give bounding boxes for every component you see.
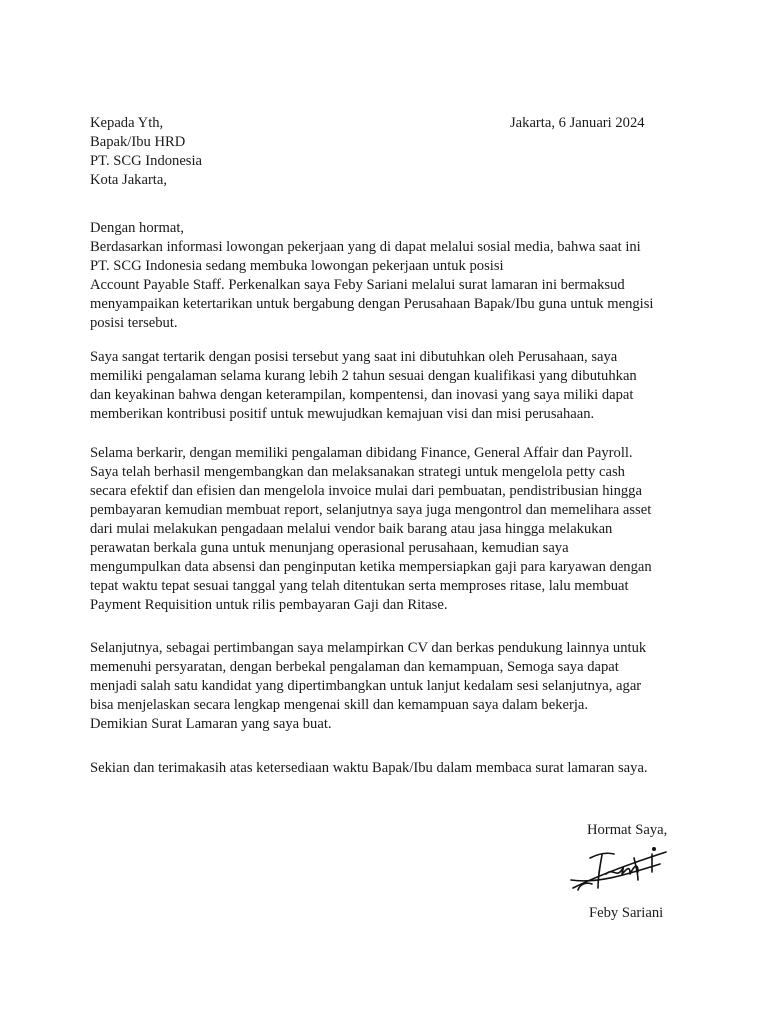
body-line: pembayaran kemudian membuat report, selanjutnya saya juga mengontrol dan memelihara asset — [90, 502, 652, 518]
body-line: menyampaikan ketertarikan untuk bergabung dengan Perusahaan Bapak/Ibu guna untuk mengisi — [90, 296, 654, 312]
body-line: perawatan berkala guna untuk menunjang operasional perusahaan, kemudian saya — [90, 540, 569, 556]
body-line: Demikian Surat Lamaran yang saya buat. — [90, 716, 332, 732]
body-line: Berdasarkan informasi lowongan pekerjaan yang di dapat melalui sosial media, bahwa saat ini — [90, 239, 641, 255]
body-line: memenuhi persyaratan, dengan berbekal pengalaman dan kemampuan, Semoga saya dapat — [90, 659, 619, 675]
body-line: Dengan hormat, — [90, 220, 185, 236]
body-line: Payment Requisition untuk rilis pembayaran Gaji dan Ritase. — [90, 597, 448, 613]
body-line: Account Payable Staff. Perkenalkan saya Feby Sariani melalui surat lamaran ini bermaksud — [90, 277, 625, 293]
body-line: dari mulai melakukan pengadaan melalui vendor baik barang atau jasa hingga melakukan — [90, 521, 613, 537]
body-line: Saya sangat tertarik dengan posisi tersebut yang saat ini dibutuhkan oleh Perusahaan, saya — [90, 349, 618, 365]
body-line: menjadi salah satu kandidat yang dipertimbangkan untuk lanjut kedalam sesi selanjutnya, agar — [90, 678, 642, 694]
body-line: bisa menjelaskan secara lengkap mengenai skill dan kemampuan saya dalam bekerja. — [90, 697, 589, 713]
body-line: Selama berkarir, dengan memiliki pengalaman dibidang Finance, General Affair dan Payroll. — [90, 445, 633, 461]
body-line: Selanjutnya, sebagai pertimbangan saya melampirkan CV dan berkas pendukung lainnya untuk — [90, 640, 647, 656]
letter-date: Jakarta, 6 Januari 2024 — [510, 115, 645, 131]
body-line: PT. SCG Indonesia sedang membuka lowongan pekerjaan untuk posisi — [90, 258, 504, 274]
recipient-line: Kota Jakarta, — [90, 172, 167, 188]
body-line: dan keyakinan bahwa dengan keterampilan, kompentensi, dan inovasi yang saya miliki dapat — [90, 387, 634, 403]
body-line: tepat waktu tepat sesuai tanggal yang telah ditentukan serta memproses ritase, lalu membuat — [90, 578, 629, 594]
body-line: Sekian dan terimakasih atas ketersediaan waktu Bapak/Ibu dalam membaca surat lamaran saya. — [90, 760, 648, 776]
body-line: memberikan kontribusi positif untuk mewujudkan kemajuan visi dan misi perusahaan. — [90, 406, 595, 422]
recipient-line: Kepada Yth, — [90, 115, 164, 131]
body-line: Saya telah berhasil mengembangkan dan melaksanakan strategi untuk mengelola petty cash — [90, 464, 625, 480]
signature-image — [568, 844, 678, 898]
body-line: posisi tersebut. — [90, 315, 178, 331]
recipient-line: PT. SCG Indonesia — [90, 153, 203, 169]
body-line: memiliki pengalaman selama kurang lebih 2 tahun sesuai dengan kualifikasi yang dibutuhkan — [90, 368, 637, 384]
signer-name: Feby Sariani — [589, 905, 664, 921]
closing-salutation: Hormat Saya, — [587, 822, 668, 838]
recipient-line: Bapak/Ibu HRD — [90, 134, 186, 150]
body-line: mengumpulkan data absensi dan penginputan ketika mempersiapkan gaji para karyawan dengan — [90, 559, 652, 575]
body-line: secara efektif dan efisien dan mengelola invoice mulai dari pembuatan, pendistribusian hingga — [90, 483, 642, 499]
